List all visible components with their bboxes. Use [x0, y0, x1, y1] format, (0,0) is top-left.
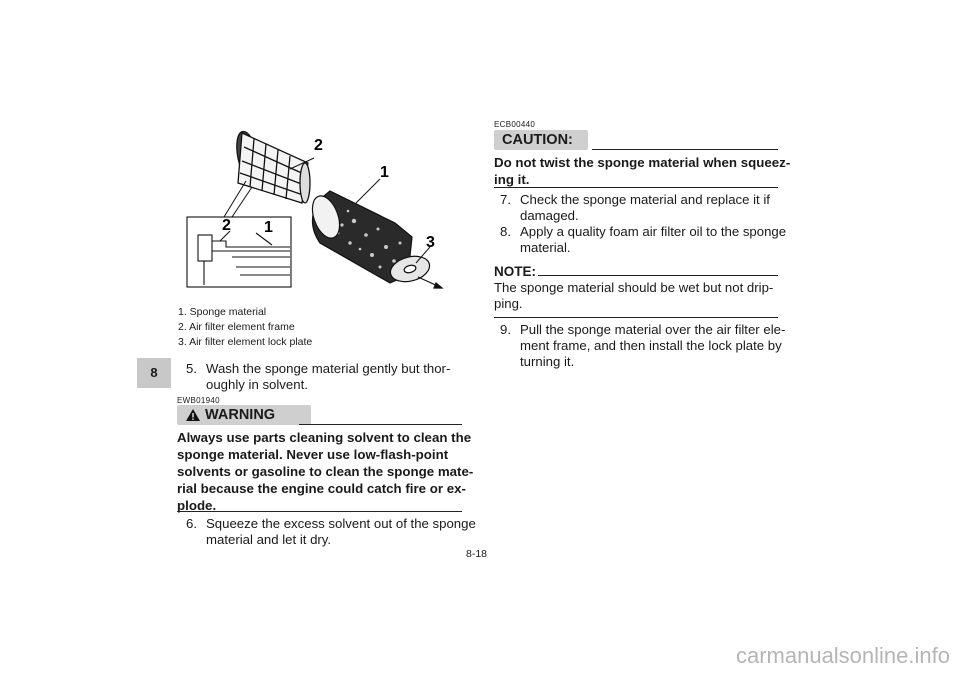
caution-line: ing it. [494, 172, 530, 187]
note-text [494, 280, 784, 312]
warning-line: plode. [177, 498, 217, 513]
caution-code: ECB00440 [494, 120, 536, 129]
step-number: 7. [500, 192, 511, 207]
callout-inset-2: 2 [222, 217, 231, 234]
caution-text [494, 154, 791, 188]
warning-line: sponge material. Never use low-flash-point [177, 447, 449, 462]
warning-label: WARNING [205, 407, 276, 423]
step-5 [186, 361, 466, 395]
callout-plate-3: 3 [426, 234, 435, 251]
step-text: material. [520, 240, 571, 255]
step-text: Squeeze the excess solvent out of the sponge [206, 516, 476, 531]
callout-top-1: 1 [380, 164, 389, 181]
step-text: Check the sponge material and replace it if [520, 192, 770, 207]
step-number: 8. [500, 224, 511, 239]
caution-label: CAUTION: [502, 132, 573, 148]
caution-banner [494, 130, 588, 150]
step-text: Wash the sponge material gently but thor- [206, 361, 451, 376]
callout-top-2: 2 [314, 137, 323, 154]
warning-line: rial because the engine could catch fire or ex- [177, 481, 466, 496]
legend-item: 3. Air filter element lock plate [178, 336, 313, 348]
caution-header-rule [592, 149, 778, 150]
step-text: Pull the sponge material over the air filter ele- [520, 322, 786, 337]
step-text: damaged. [520, 208, 579, 223]
callout-inset-1: 1 [264, 219, 273, 236]
step-number: 5. [186, 361, 197, 376]
caution-footer-rule [494, 187, 778, 188]
warning-line: Always use parts cleaning solvent to clean the [177, 430, 472, 445]
warning-banner [177, 405, 311, 425]
step-text: oughly in solvent. [206, 377, 308, 392]
warning-code: EWB01940 [177, 396, 220, 405]
step-8 [500, 224, 787, 258]
air-filter-drawing [180, 125, 470, 315]
chapter-tab: 8 [137, 358, 171, 388]
step-7 [500, 192, 780, 226]
legend-item: 2. Air filter element frame [178, 321, 295, 333]
filter-frame-graphic [233, 129, 310, 203]
warning-line: solvents or gasoline to clean the sponge mate- [177, 464, 474, 479]
warning-text [177, 429, 474, 514]
legend-item: 1. Sponge material [178, 306, 267, 318]
step-text: Apply a quality foam air filter oil to the sponge [520, 224, 787, 239]
warning-footer-rule [177, 511, 462, 512]
note-label: NOTE: [494, 264, 536, 279]
step-6 [186, 516, 476, 550]
warning-triangle-icon [185, 408, 201, 422]
step-9 [500, 322, 786, 372]
step-text: turning it. [520, 354, 575, 369]
note-header-rule [538, 275, 778, 276]
step-number: 9. [500, 322, 511, 337]
figure-legend [178, 305, 312, 350]
watermark: carmanualsonline.info [735, 643, 950, 668]
note-line: The sponge material should be wet but not drip- [494, 280, 774, 295]
page-number: 8-18 [466, 548, 488, 560]
note-line: ping. [494, 296, 523, 311]
warning-header-rule [299, 424, 462, 425]
note-footer-rule [494, 317, 778, 318]
step-number: 6. [186, 516, 197, 531]
caution-line: Do not twist the sponge material when squeez- [494, 155, 791, 170]
step-text: ment frame, and then install the lock plate by [520, 338, 782, 353]
step-text: material and let it dry. [206, 532, 332, 547]
detail-inset [187, 217, 291, 287]
air-filter-illustration [180, 125, 470, 315]
